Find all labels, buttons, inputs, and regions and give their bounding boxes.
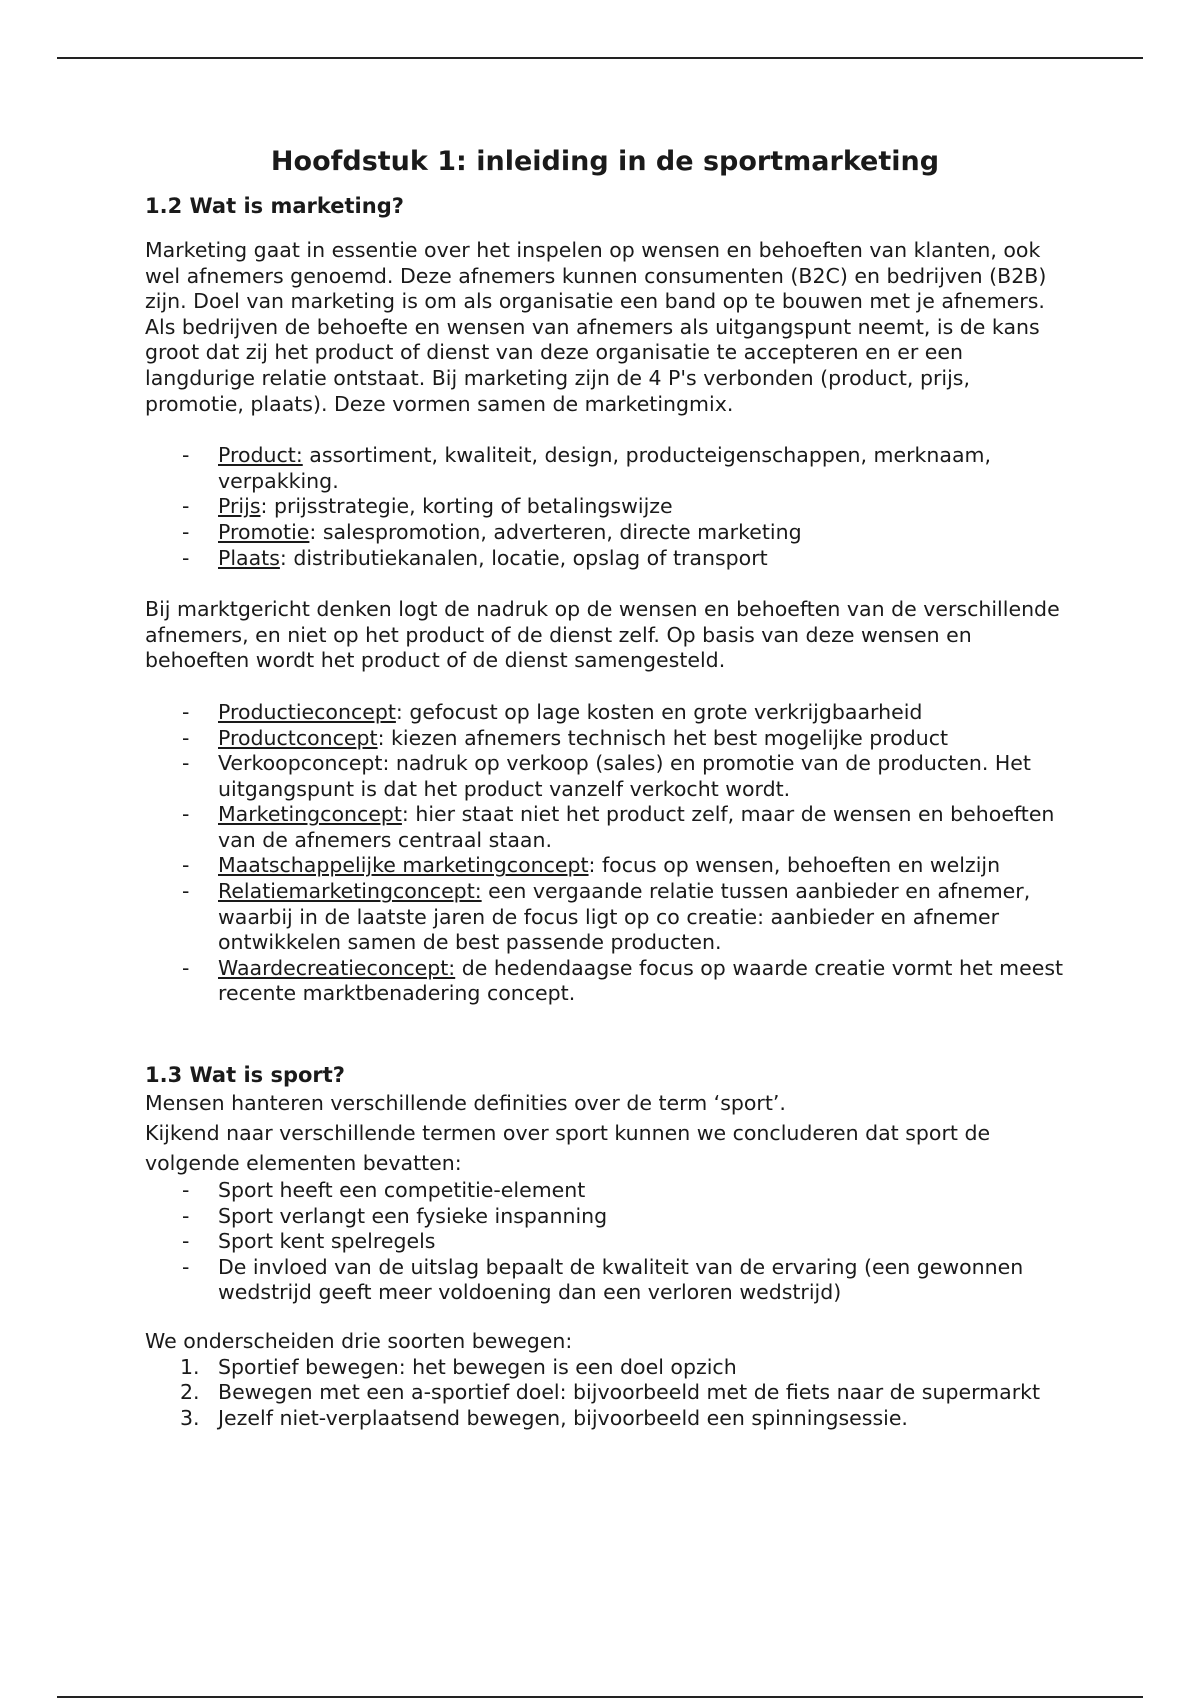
list-item-term: Marketingconcept	[218, 802, 402, 827]
bullet-dash: -	[182, 955, 190, 980]
marketing-concepts-list	[145, 700, 1065, 1007]
list-item	[145, 1178, 1065, 1204]
list-item	[145, 546, 1065, 572]
list-number: 1.	[180, 1354, 200, 1379]
list-item-text: Sport heeft een competitie-element	[218, 1178, 586, 1203]
list-item	[145, 956, 1065, 1007]
bullet-dash: -	[182, 725, 190, 750]
list-item-text: de hedendaagse focus op waarde creatie vormt het meest recente marktbenadering concept.	[218, 955, 1064, 1006]
movement-intro: We onderscheiden drie soorten bewegen:	[145, 1329, 573, 1353]
list-item	[145, 1204, 1065, 1230]
section-heading-marketing: 1.2 Wat is marketing?	[145, 194, 404, 218]
list-item-term: Prijs	[218, 494, 261, 519]
footer-rule	[57, 1696, 1143, 1698]
list-item-text: Sport verlangt een fysieke inspanning	[218, 1203, 608, 1228]
sport-definition-line: Mensen hanteren verschillende definities over de term ‘sport’.	[145, 1091, 786, 1116]
bullet-dash: -	[182, 443, 190, 468]
list-item	[145, 1406, 1065, 1432]
list-item	[145, 494, 1065, 520]
list-item-text: : prijsstrategie, korting of betalingswijze	[260, 494, 673, 519]
sport-elements-list	[145, 1178, 1065, 1306]
bullet-dash: -	[182, 519, 190, 544]
list-item-term: Plaats	[218, 545, 280, 570]
bullet-dash: -	[182, 853, 190, 878]
list-item-text: Bewegen met een a-sportief doel: bijvoorbeeld met de fiets naar de supermarkt	[218, 1380, 1041, 1405]
header-rule	[57, 57, 1143, 59]
sport-elements-intro: Kijkend naar verschillende termen over sport kunnen we concluderen dat sport de volgende elementen bevatten:	[145, 1121, 991, 1176]
section-heading-sport: 1.3 Wat is sport?	[145, 1063, 345, 1088]
list-number: 3.	[180, 1405, 200, 1430]
list-item-text: een vergaande relatie tussen aanbieder en afnemer, waarbij in de laatste jaren de focus ligt op co creatie: aanbieder en afnemer ontwikkelen samen de best passende producten.	[218, 879, 1031, 955]
bullet-dash: -	[182, 1229, 190, 1254]
list-item	[145, 700, 1065, 726]
list-item	[145, 879, 1065, 956]
list-item-term: Relatiemarketingconcept:	[218, 879, 482, 904]
list-item-text: Verkoopconcept: nadruk op verkoop (sales) en promotie van de producten. Het uitgangspunt is dat het product vanzelf verkocht wordt.	[218, 751, 1031, 801]
list-item-term: Product:	[218, 443, 303, 468]
list-item-text: : gefocust op lage kosten en grote verkrijgbaarheid	[395, 699, 923, 724]
list-item-text: : kiezen afnemers technisch het best mogelijke product	[377, 725, 949, 750]
list-item-term: Productieconcept	[218, 699, 396, 724]
list-item-term: Waardecreatieconcept:	[218, 955, 456, 980]
list-item	[145, 520, 1065, 546]
list-item-text: De invloed van de uitslag bepaalt de kwaliteit van de ervaring (een gewonnen wedstrijd geeft meer voldoening dan een verloren wedstrijd)	[218, 1254, 1024, 1305]
list-item	[145, 1355, 1065, 1381]
list-item-text: : hier staat niet het product zelf, maar de wensen en behoeften van de afnemers centraal staan.	[218, 802, 1055, 852]
page-title: Hoofdstuk 1: inleiding in de sportmarketing	[270, 146, 940, 177]
movement-types-list	[145, 1355, 1065, 1432]
list-item-text: Jezelf niet-verplaatsend bewegen, bijvoorbeeld een spinningsessie.	[218, 1405, 908, 1430]
bullet-dash: -	[182, 879, 190, 904]
bullet-dash: -	[182, 545, 190, 570]
list-item	[145, 853, 1065, 879]
bullet-dash: -	[182, 699, 190, 724]
marketing-mix-list	[145, 443, 1065, 571]
list-item	[145, 751, 1065, 802]
bullet-dash: -	[182, 751, 190, 776]
list-item	[145, 1255, 1065, 1306]
list-item	[145, 726, 1065, 752]
bullet-dash: -	[182, 1203, 190, 1228]
list-item-text: Sport kent spelregels	[218, 1229, 436, 1254]
list-item-term: Productconcept	[218, 725, 378, 750]
list-item-term: Promotie	[218, 519, 310, 544]
market-oriented-paragraph: Bij marktgericht denken logt de nadruk op de wensen en behoeften van de verschillende afnemers, en niet op het product of de dienst zelf. Op basis van deze wensen en behoeften wordt het product of de dienst samengesteld.	[145, 597, 1060, 673]
list-item-text: : distributiekanalen, locatie, opslag of transport	[279, 545, 768, 570]
document-page	[145, 138, 1065, 1431]
list-item-text: : salespromotion, adverteren, directe marketing	[309, 519, 802, 544]
bullet-dash: -	[182, 1254, 190, 1279]
list-item-text: assortiment, kwaliteit, design, producteigenschappen, merknaam, verpakking.	[218, 443, 992, 493]
bullet-dash: -	[182, 494, 190, 519]
list-item	[145, 443, 1065, 494]
list-item-text: Sportief bewegen: het bewegen is een doel opzich	[218, 1354, 737, 1379]
marketing-intro-paragraph: Marketing gaat in essentie over het inspelen op wensen en behoeften van klanten, ook wel afnemers genoemd. Deze afnemers kunnen consumenten (B2C) en bedrijven (B2B) zijn. Doel van marketing is om als organisatie een band op te bouwen met je afnemers. Als bedrijven de behoefte en wensen van afnemers als uitgangspunt neemt, is de kans groot dat zij het product of dienst van deze organisatie te accepteren en er een langdurige relatie ontstaat. Bij marketing zijn de 4 P's verbonden (product, prijs, promotie, plaats). Deze vormen samen de marketingmix.	[145, 238, 1047, 416]
list-item	[145, 802, 1065, 853]
list-item	[145, 1229, 1065, 1255]
list-item-text: : focus op wensen, behoeften en welzijn	[588, 853, 1001, 878]
bullet-dash: -	[182, 1178, 190, 1203]
list-item-term: Maatschappelijke marketingconcept	[218, 853, 589, 878]
bullet-dash: -	[182, 802, 190, 827]
list-number: 2.	[180, 1380, 200, 1405]
list-item	[145, 1380, 1065, 1406]
